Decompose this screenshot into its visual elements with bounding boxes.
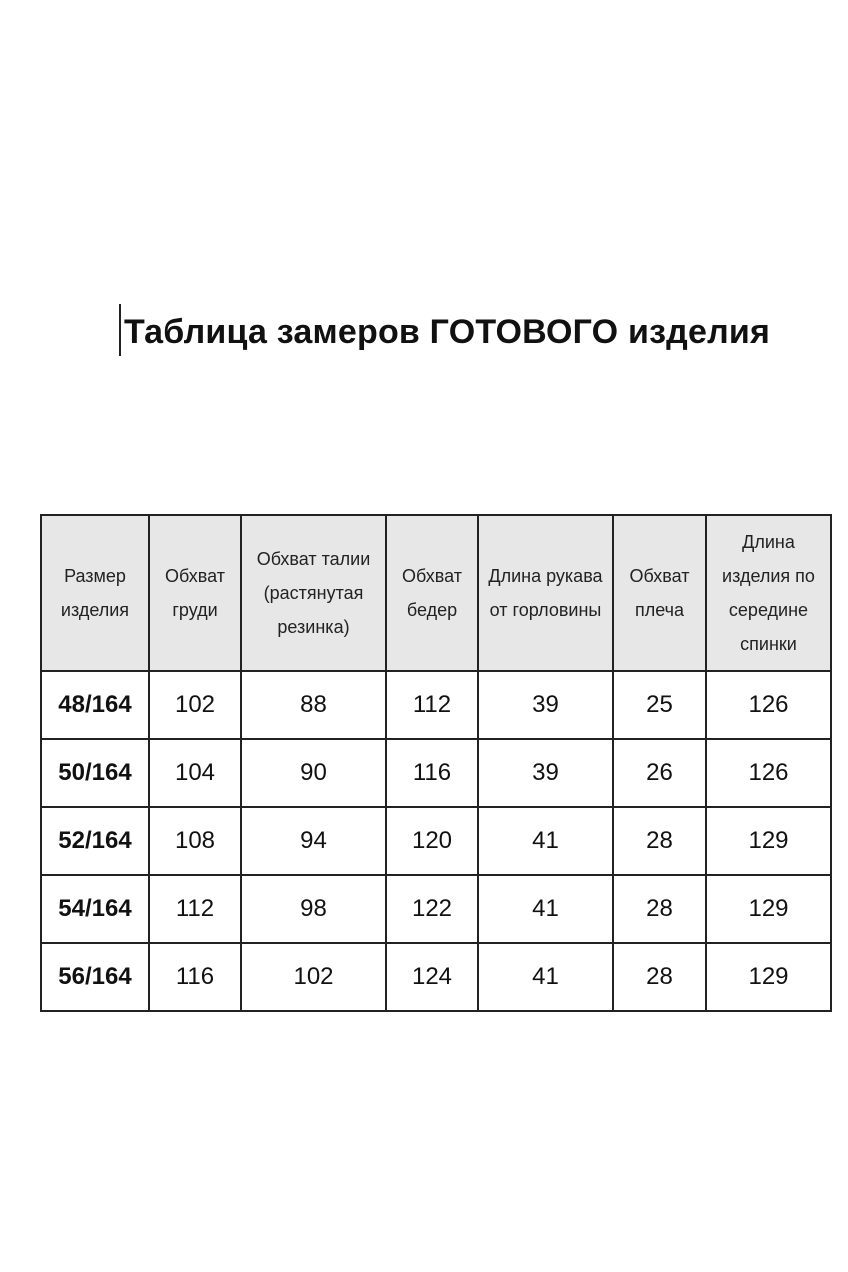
page-title: Таблица замеров ГОТОВОГО изделия — [124, 313, 771, 351]
shoulder-cell: 26 — [613, 739, 706, 807]
length-cell: 126 — [706, 671, 831, 739]
shoulder-cell: 28 — [613, 807, 706, 875]
sleeve-cell: 41 — [478, 807, 613, 875]
sleeve-cell: 41 — [478, 943, 613, 1011]
shoulder-cell: 28 — [613, 943, 706, 1011]
chest-cell: 102 — [149, 671, 241, 739]
table-header-row — [41, 515, 831, 671]
table-row — [41, 875, 831, 943]
hips-cell: 120 — [386, 807, 478, 875]
header-garment-length: Длина изделия по середине спинки — [706, 515, 831, 671]
chest-cell: 116 — [149, 943, 241, 1011]
size-cell: 52/164 — [41, 807, 149, 875]
header-size: Размер изделия — [41, 515, 149, 671]
hips-cell: 112 — [386, 671, 478, 739]
header-shoulder: Обхват плеча — [613, 515, 706, 671]
chest-cell: 112 — [149, 875, 241, 943]
hips-cell: 122 — [386, 875, 478, 943]
length-cell: 129 — [706, 875, 831, 943]
header-sleeve-length: Длина рукава от горловины — [478, 515, 613, 671]
sleeve-cell: 39 — [478, 671, 613, 739]
size-cell: 54/164 — [41, 875, 149, 943]
size-cell: 48/164 — [41, 671, 149, 739]
waist-cell: 102 — [241, 943, 386, 1011]
sleeve-cell: 41 — [478, 875, 613, 943]
header-waist: Обхват талии (растянутая резинка) — [241, 515, 386, 671]
length-cell: 129 — [706, 943, 831, 1011]
waist-cell: 88 — [241, 671, 386, 739]
hips-cell: 116 — [386, 739, 478, 807]
sleeve-cell: 39 — [478, 739, 613, 807]
chest-cell: 108 — [149, 807, 241, 875]
table-row — [41, 943, 831, 1011]
table-row — [41, 739, 831, 807]
shoulder-cell: 28 — [613, 875, 706, 943]
header-hips: Обхват бедер — [386, 515, 478, 671]
text-cursor — [119, 304, 121, 356]
size-measurement-table — [40, 514, 832, 1012]
table-row — [41, 671, 831, 739]
length-cell: 126 — [706, 739, 831, 807]
size-cell: 50/164 — [41, 739, 149, 807]
hips-cell: 124 — [386, 943, 478, 1011]
waist-cell: 90 — [241, 739, 386, 807]
waist-cell: 94 — [241, 807, 386, 875]
waist-cell: 98 — [241, 875, 386, 943]
shoulder-cell: 25 — [613, 671, 706, 739]
table-row — [41, 807, 831, 875]
header-chest: Обхват груди — [149, 515, 241, 671]
size-cell: 56/164 — [41, 943, 149, 1011]
length-cell: 129 — [706, 807, 831, 875]
chest-cell: 104 — [149, 739, 241, 807]
